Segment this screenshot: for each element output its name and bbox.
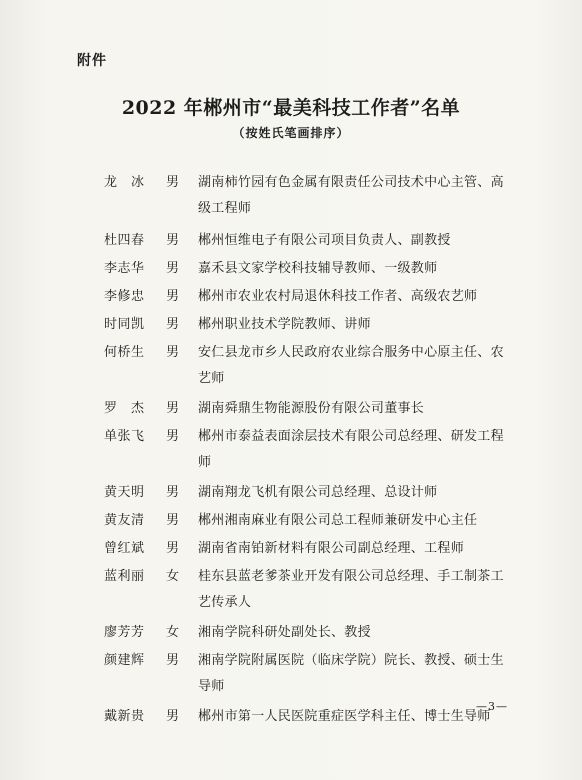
list-item bbox=[0, 340, 582, 392]
awardee-list bbox=[0, 170, 582, 730]
person-gender: 男 bbox=[166, 289, 180, 304]
person-gender: 男 bbox=[166, 233, 180, 248]
list-item bbox=[0, 284, 582, 310]
list-item bbox=[0, 312, 582, 338]
person-gender: 男 bbox=[166, 261, 180, 276]
person-gender: 男 bbox=[166, 429, 180, 444]
person-gender: 男 bbox=[166, 317, 180, 332]
person-name: 何桥生 bbox=[104, 345, 145, 360]
person-gender: 男 bbox=[166, 709, 180, 724]
person-name: 黄天明 bbox=[104, 485, 145, 500]
person-name: 李志华 bbox=[104, 261, 145, 276]
person-name: 杜四春 bbox=[104, 233, 145, 248]
list-item bbox=[0, 228, 582, 254]
person-name: 蓝利丽 bbox=[104, 569, 145, 584]
list-item bbox=[0, 536, 582, 562]
person-name: 时同凯 bbox=[104, 317, 145, 332]
person-name: 单张飞 bbox=[104, 429, 145, 444]
person-position: 安仁县龙市乡人民政府农业综合服务中心原主任、农艺师 bbox=[198, 345, 504, 386]
list-item bbox=[0, 256, 582, 282]
person-position: 郴州湘南麻业有限公司总工程师兼研发中心主任 bbox=[198, 513, 478, 528]
list-item bbox=[0, 424, 582, 476]
list-item bbox=[0, 648, 582, 700]
list-item bbox=[0, 564, 582, 616]
person-name: 颜建辉 bbox=[104, 653, 145, 668]
list-item bbox=[0, 620, 582, 646]
person-name: 廖芳芳 bbox=[104, 625, 145, 640]
document-title: 2022 年郴州市“最美科技工作者”名单 bbox=[121, 97, 461, 119]
page-number: —3— bbox=[476, 700, 508, 713]
person-position: 桂东县蓝老爹茶业开发有限公司总经理、手工制茶工艺传承人 bbox=[198, 569, 504, 610]
person-gender: 男 bbox=[166, 485, 180, 500]
person-position: 湘南学院科研处副处长、教授 bbox=[198, 625, 371, 640]
list-item bbox=[0, 480, 582, 506]
list-item bbox=[0, 396, 582, 422]
person-position: 湖南翔龙飞机有限公司总经理、总设计师 bbox=[198, 485, 438, 500]
person-name: 黄友清 bbox=[104, 513, 145, 528]
person-position: 湖南柿竹园有色金属有限责任公司技术中心主管、高级工程师 bbox=[198, 175, 504, 216]
person-name: 戴新贵 bbox=[104, 709, 145, 724]
person-position: 嘉禾县文家学校科技辅导教师、一级教师 bbox=[198, 261, 438, 276]
person-gender: 男 bbox=[166, 401, 180, 416]
person-gender: 女 bbox=[166, 569, 180, 584]
person-gender: 男 bbox=[166, 175, 180, 190]
person-position: 郴州恒维电子有限公司项目负责人、副教授 bbox=[198, 233, 451, 248]
person-position: 湖南省南铂新材料有限公司副总经理、工程师 bbox=[198, 541, 465, 556]
list-item bbox=[0, 170, 582, 222]
person-position: 郴州市第一人民医院重症医学科主任、博士生导师 bbox=[198, 709, 491, 724]
person-gender: 男 bbox=[166, 541, 180, 556]
person-gender: 男 bbox=[166, 653, 180, 668]
list-item bbox=[0, 508, 582, 534]
person-position: 湘南学院附属医院（临床学院）院长、教授、硕士生导师 bbox=[198, 653, 504, 694]
person-position: 郴州市泰益表面涂层技术有限公司总经理、研发工程师 bbox=[198, 429, 504, 470]
person-position: 郴州市农业农村局退休科技工作者、高级农艺师 bbox=[198, 289, 478, 304]
person-name: 李修忠 bbox=[104, 289, 145, 304]
attachment-label: 附件 bbox=[77, 53, 107, 69]
person-gender: 男 bbox=[166, 513, 180, 528]
person-gender: 男 bbox=[166, 345, 180, 360]
person-name: 罗 杰 bbox=[104, 401, 145, 416]
person-position: 郴州职业技术学院教师、讲师 bbox=[198, 317, 371, 332]
person-gender: 女 bbox=[166, 625, 180, 640]
person-name: 曾红斌 bbox=[104, 541, 145, 556]
person-name: 龙 冰 bbox=[104, 175, 145, 190]
document-subtitle: （按姓氏笔画排序） bbox=[232, 126, 350, 140]
person-position: 湖南舜鼎生物能源股份有限公司董事长 bbox=[198, 401, 425, 416]
